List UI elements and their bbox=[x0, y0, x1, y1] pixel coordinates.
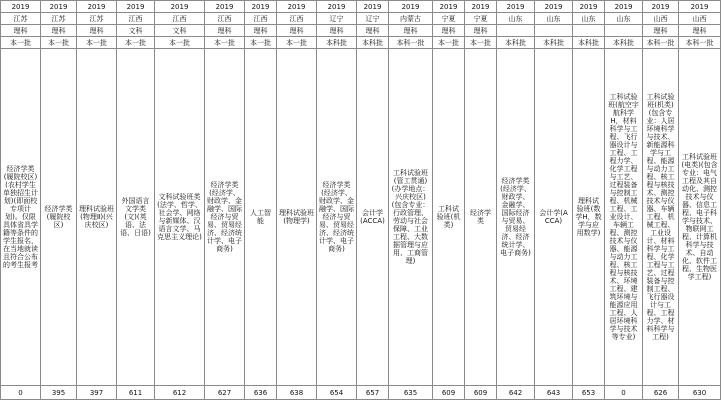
major-cell bbox=[1, 49, 41, 386]
score-cell: 397 bbox=[77, 386, 117, 400]
year-cell: 2019 bbox=[1, 1, 41, 13]
track-cell: 理科 bbox=[277, 25, 317, 37]
track-cell: 理科 bbox=[205, 25, 245, 37]
year-cell: 2019 bbox=[573, 1, 605, 13]
score-cell: 0 bbox=[1, 386, 41, 400]
track-cell: 理科 bbox=[465, 25, 497, 37]
score-cell: 609 bbox=[465, 386, 497, 400]
major-text: 工科试验班(电类)(包含专业：电气工程及其自动化、测控技术与仪器、信息工程、电子科学与技术、物联网工程、计算机科学与技术、自动化、软件工程、生物医学工程) bbox=[681, 153, 718, 281]
track-cell: 理科 bbox=[245, 25, 277, 37]
major-text: 理科试验班(数学H，数学与应用数学) bbox=[575, 197, 602, 237]
track-cell: 理科 bbox=[679, 25, 721, 37]
province-cell: 江西 bbox=[155, 13, 205, 25]
major-text: 经济学类(经济学、财政学、金融学、国际经济与贸易、贸易经济、经济统计学、电子商务) bbox=[319, 181, 354, 253]
province-cell: 山东 bbox=[573, 13, 605, 25]
score-row bbox=[1, 386, 721, 400]
score-cell: 627 bbox=[205, 386, 245, 400]
major-cell bbox=[573, 49, 605, 386]
major-text: 工科试验班(管工贯通)(办学地点：兴庆校区)(包含专业：行政管理、劳动与社会保障、工业工程、大数据管理与应用、工商管理) bbox=[391, 169, 430, 265]
track-row bbox=[1, 25, 721, 37]
batch-cell: 本一批 bbox=[245, 37, 277, 49]
major-text: 经济学类(履院校区) bbox=[44, 205, 73, 229]
year-cell: 2019 bbox=[357, 1, 389, 13]
year-cell: 2019 bbox=[317, 1, 357, 13]
track-cell: 理科 bbox=[41, 25, 77, 37]
major-text: 工科试验班(机类)(包含专业：人居环境科学与技术、新能源科学与工程、能源与动力工程、核工程与核技术、测控技术与仪器、车辆工程、机械工程、工业设计、材料科学与工程、化学工程与工艺、过程装备与控制工程、飞行器设计与工程、工程力学、材料科学与工程) bbox=[646, 93, 675, 341]
province-cell: 山东 bbox=[605, 13, 643, 25]
score-cell: 636 bbox=[245, 386, 277, 400]
track-cell bbox=[573, 25, 605, 37]
province-cell: 宁夏 bbox=[433, 13, 465, 25]
batch-cell: 本科批 bbox=[605, 37, 643, 49]
major-cell bbox=[117, 49, 155, 386]
score-cell: 635 bbox=[389, 386, 433, 400]
major-text: 经济学类(履院校区)(农村学生单独招生计划)(即面校专项计划)。仅限具体省具学籍等条件的学生报名，在当地就读且符合公布的考生报考 bbox=[3, 165, 38, 269]
batch-cell: 本科批 bbox=[317, 37, 357, 49]
major-text: 文科试验班类(法学、哲学、社会学、网络与新媒体、汉语言文学、马克思主义理论) bbox=[157, 193, 202, 241]
batch-cell: 本科批 bbox=[535, 37, 573, 49]
province-cell: 山东 bbox=[535, 13, 573, 25]
year-cell: 2019 bbox=[643, 1, 679, 13]
score-cell: 642 bbox=[497, 386, 535, 400]
batch-cell: 本科一批 bbox=[643, 37, 679, 49]
major-cell bbox=[41, 49, 77, 386]
track-cell: 理科 bbox=[357, 25, 389, 37]
track-cell: 理科 bbox=[1, 25, 41, 37]
major-text: 理科试验班(物理学) bbox=[279, 209, 314, 225]
score-cell: 643 bbox=[535, 386, 573, 400]
major-text: 工科试验班(机类) bbox=[436, 205, 461, 229]
major-cell bbox=[245, 49, 277, 386]
province-cell: 辽宁 bbox=[357, 13, 389, 25]
major-cell bbox=[389, 49, 433, 386]
year-cell: 2019 bbox=[77, 1, 117, 13]
batch-cell: 本科批 bbox=[357, 37, 389, 49]
batch-cell: 本科批 bbox=[497, 37, 535, 49]
score-cell: 612 bbox=[155, 386, 205, 400]
score-cell: 0 bbox=[605, 386, 643, 400]
year-cell: 2019 bbox=[465, 1, 497, 13]
score-cell: 626 bbox=[643, 386, 679, 400]
track-cell: 文科 bbox=[155, 25, 205, 37]
score-cell: 638 bbox=[277, 386, 317, 400]
major-text: 外国语言文学类(文)(英语、法语、日语) bbox=[120, 197, 151, 237]
track-cell bbox=[497, 25, 535, 37]
batch-cell: 本一批 bbox=[205, 37, 245, 49]
year-row bbox=[1, 1, 721, 13]
province-cell: 江西 bbox=[117, 13, 155, 25]
year-cell: 2019 bbox=[535, 1, 573, 13]
province-cell: 山东 bbox=[497, 13, 535, 25]
year-cell: 2019 bbox=[155, 1, 205, 13]
major-cell bbox=[277, 49, 317, 386]
major-text: 工科试验班(航空宇航科学H，材料科学与工程、飞行器设计与工程、工程力学、化学工程与工艺、过程装备与控制工程、机械工程、工业设计、车辆工程、测控技术与仪器、能源与动力工程、核工程与核技术、环境工程、建筑环境与能源应用工程、人居环境科学与技术等专业) bbox=[608, 93, 639, 341]
track-cell bbox=[535, 25, 573, 37]
province-cell: 江西 bbox=[245, 13, 277, 25]
score-cell: 609 bbox=[433, 386, 465, 400]
batch-cell: 本一批 bbox=[77, 37, 117, 49]
year-cell: 2019 bbox=[277, 1, 317, 13]
province-cell: 江苏 bbox=[41, 13, 77, 25]
year-cell: 2019 bbox=[245, 1, 277, 13]
year-cell: 2019 bbox=[679, 1, 721, 13]
major-cell bbox=[357, 49, 389, 386]
major-cell bbox=[643, 49, 679, 386]
score-cell: 653 bbox=[573, 386, 605, 400]
year-cell: 2019 bbox=[389, 1, 433, 13]
major-text: 会计学(ACCA) bbox=[539, 209, 568, 225]
batch-cell: 本一批 bbox=[433, 37, 465, 49]
major-cell bbox=[497, 49, 535, 386]
major-row bbox=[1, 49, 721, 386]
province-cell: 山西 bbox=[643, 13, 679, 25]
batch-cell: 本科批 bbox=[573, 37, 605, 49]
year-cell: 2019 bbox=[497, 1, 535, 13]
batch-cell: 本科一批 bbox=[389, 37, 433, 49]
batch-cell: 本科一批 bbox=[679, 37, 721, 49]
track-cell: 理科 bbox=[317, 25, 357, 37]
batch-cell: 本一批 bbox=[155, 37, 205, 49]
score-cell: 657 bbox=[357, 386, 389, 400]
score-cell: 395 bbox=[41, 386, 77, 400]
major-cell bbox=[155, 49, 205, 386]
province-cell: 江西 bbox=[205, 13, 245, 25]
major-text: 经济学类 bbox=[470, 209, 491, 225]
track-cell: 理科 bbox=[643, 25, 679, 37]
batch-cell: 本一批 bbox=[41, 37, 77, 49]
score-cell: 630 bbox=[679, 386, 721, 400]
major-cell bbox=[605, 49, 643, 386]
major-cell bbox=[317, 49, 357, 386]
major-text: 经济学类(经济学、财政学、金融学、国际经济与贸易、贸易经济、经济统计学、电子商务) bbox=[500, 177, 531, 257]
track-cell bbox=[605, 25, 643, 37]
major-text: 会计学(ACCA) bbox=[360, 209, 385, 225]
major-cell bbox=[77, 49, 117, 386]
track-cell: 理科 bbox=[433, 25, 465, 37]
year-cell: 2019 bbox=[41, 1, 77, 13]
major-text: 人工智能 bbox=[250, 209, 271, 225]
year-cell: 2019 bbox=[205, 1, 245, 13]
score-cell: 654 bbox=[317, 386, 357, 400]
province-cell: 辽宁 bbox=[317, 13, 357, 25]
province-cell: 内蒙古 bbox=[389, 13, 433, 25]
batch-cell: 本一批 bbox=[117, 37, 155, 49]
major-cell bbox=[679, 49, 721, 386]
year-cell: 2019 bbox=[605, 1, 643, 13]
major-cell bbox=[465, 49, 497, 386]
track-cell: 理科 bbox=[389, 25, 433, 37]
major-text: 理科试验班(物理Ⅱ)(兴庆校区) bbox=[79, 205, 114, 229]
score-cell: 611 bbox=[117, 386, 155, 400]
batch-cell: 本一批 bbox=[465, 37, 497, 49]
major-text: 经济学类(经济学、财政学、金融学、国际经济与贸易、贸易经济、经济统计学、电子商务) bbox=[207, 181, 242, 253]
track-cell: 文科 bbox=[117, 25, 155, 37]
batch-row bbox=[1, 37, 721, 49]
major-cell bbox=[433, 49, 465, 386]
province-cell: 山西 bbox=[679, 13, 721, 25]
province-row bbox=[1, 13, 721, 25]
year-cell: 2019 bbox=[433, 1, 465, 13]
track-cell: 理科 bbox=[77, 25, 117, 37]
major-cell bbox=[205, 49, 245, 386]
province-cell: 江苏 bbox=[77, 13, 117, 25]
major-cell bbox=[535, 49, 573, 386]
batch-cell: 本一批 bbox=[277, 37, 317, 49]
province-cell: 江西 bbox=[277, 13, 317, 25]
province-cell: 宁夏 bbox=[465, 13, 497, 25]
batch-cell: 本一批 bbox=[1, 37, 41, 49]
province-cell: 江苏 bbox=[1, 13, 41, 25]
year-cell: 2019 bbox=[117, 1, 155, 13]
